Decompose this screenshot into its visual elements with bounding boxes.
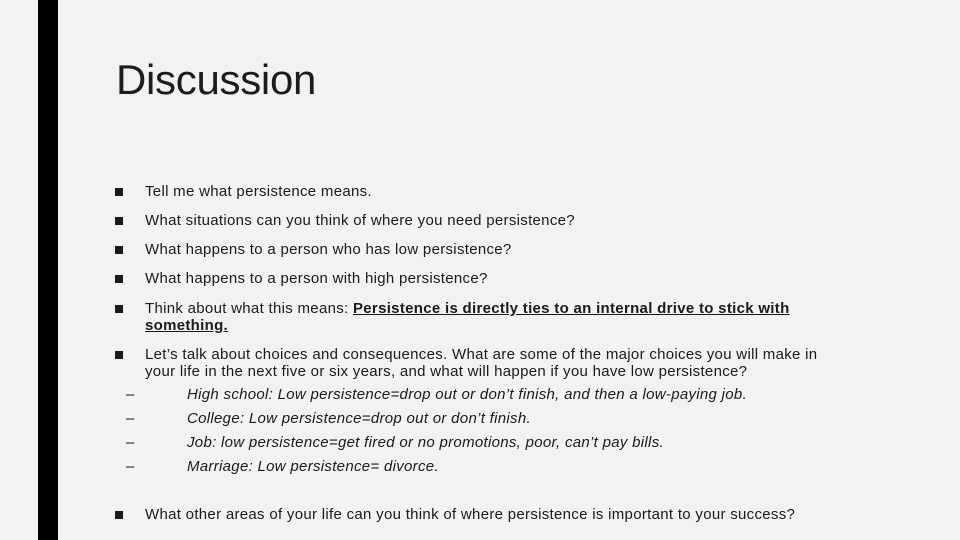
sub-bullet-item bbox=[112, 410, 852, 434]
bullet-text: Tell me what persistence means. bbox=[145, 183, 372, 200]
bullet-text: What situations can you think of where you need persistence? bbox=[145, 212, 575, 229]
emphasis-text: Persistence is directly ties to an internal drive to stick with something. bbox=[145, 300, 790, 334]
dash-bullet: – bbox=[126, 386, 135, 403]
square-bullet-icon bbox=[115, 246, 123, 254]
square-bullet-icon bbox=[115, 275, 123, 283]
dash-bullet: – bbox=[126, 434, 135, 451]
dash-bullet: – bbox=[126, 410, 135, 427]
bullet-text: What happens to a person with high persistence? bbox=[145, 270, 488, 287]
bullet-text: Let’s talk about choices and consequences. What are some of the major choices you will make in your life in the next five or six years, and what will happen if you have low persistence? bbox=[145, 346, 818, 380]
sub-bullet-text: Job: low persistence=get fired or no promotions, poor, can’t pay bills. bbox=[187, 434, 664, 451]
bullet-item bbox=[112, 506, 852, 523]
sub-bullet-item bbox=[112, 386, 852, 410]
sub-bullet-list bbox=[112, 386, 852, 482]
square-bullet-icon bbox=[115, 351, 123, 359]
bullet-item bbox=[112, 183, 852, 200]
sub-bullet-item bbox=[112, 458, 852, 482]
sub-bullet-text: Marriage: Low persistence= divorce. bbox=[187, 458, 439, 475]
bullet-item bbox=[112, 346, 852, 482]
square-bullet-icon bbox=[115, 305, 123, 313]
square-bullet-icon bbox=[115, 511, 123, 519]
bullet-text bbox=[145, 300, 850, 334]
square-bullet-icon bbox=[115, 217, 123, 225]
slide-accent-bar bbox=[38, 0, 58, 540]
sub-bullet-item bbox=[112, 434, 852, 458]
sub-bullet-text: High school: Low persistence=drop out or don’t finish, and then a low-paying job. bbox=[187, 386, 748, 403]
bullet-item bbox=[112, 300, 852, 334]
bullet-lead-text: Think about what this means: bbox=[145, 300, 353, 317]
bullet-item bbox=[112, 241, 852, 258]
bullet-item bbox=[112, 270, 852, 287]
square-bullet-icon bbox=[115, 188, 123, 196]
sub-bullet-text: College: Low persistence=drop out or don’t finish. bbox=[187, 410, 531, 427]
bullet-text: What other areas of your life can you think of where persistence is important to your success? bbox=[145, 506, 796, 523]
dash-bullet: – bbox=[126, 458, 135, 475]
slide-title: Discussion bbox=[116, 56, 317, 103]
bullet-text: What happens to a person who has low persistence? bbox=[145, 241, 512, 258]
bullet-item bbox=[112, 212, 852, 229]
